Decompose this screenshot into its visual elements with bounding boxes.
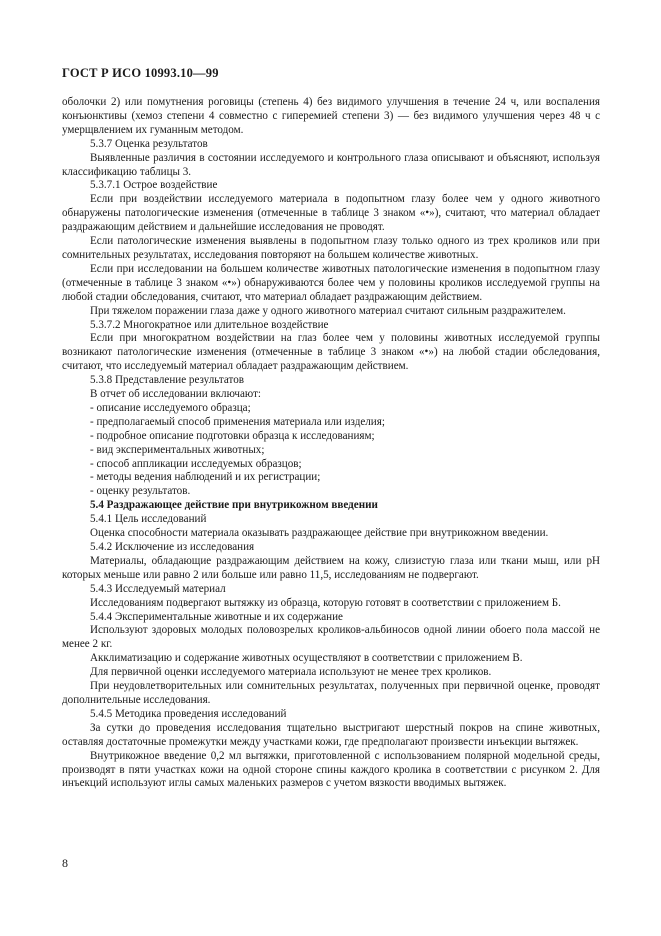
paragraph: Если при многократном воздействии на глаз более чем у половины животных исследуемой группы возникают патологические изменения (отмеченные в таблице 3 знаком «•») на любой стадии обследования, считают, что исследуемый материал обладает раздражающим действием.	[62, 332, 600, 373]
paragraph: При тяжелом поражении глаза даже у одного животного материал считают сильным раздражителем.	[90, 304, 566, 317]
paragraph: 5.4.1 Цель исследований	[90, 513, 207, 526]
document-body	[62, 96, 600, 791]
list-item: - методы ведения наблюдений и их регистрации;	[90, 471, 321, 484]
paragraph: 5.4.3 Исследуемый материал	[90, 582, 226, 595]
list-item: - способ аппликации исследуемых образцов;	[90, 457, 302, 470]
paragraph: 5.4.5 Методика проведения исследований	[90, 707, 287, 720]
paragraph: Оценка способности материала оказывать раздражающее действие при внутрикожном введении.	[90, 527, 549, 540]
paragraph: Если патологические изменения выявлены в подопытном глазу только одного из трех кроликов или при сомнительных результатах, исследования повторяют на большем количестве животных.	[62, 235, 600, 261]
paragraph: Исследованиям подвергают вытяжку из образца, которую готовят в соответствии с приложением Б.	[90, 596, 561, 609]
paragraph: 5.3.7 Оценка результатов	[90, 137, 208, 150]
list-item: - описание исследуемого образца;	[90, 401, 251, 414]
paragraph: Внутрикожное введение 0,2 мл вытяжки, приготовленной с использованием полярной модельной среды, производят в пяти участках кожи на одной стороне спины каждого кролика в соответствии с рисунком 2. Для инъекций используют иглы самых маленьких размеров с учетом вязкости вводимых вытяжек.	[62, 749, 600, 790]
paragraph: Выявленные различия в состоянии исследуемого и контрольного глаза описывают и объясняют, используя классификацию таблицы 3.	[62, 151, 600, 178]
paragraph: 5.4.4 Экспериментальные животные и их содержание	[90, 610, 343, 623]
paragraph: Акклиматизацию и содержание животных осуществляют в соответствии с приложением В.	[90, 652, 523, 665]
paragraph: 5.3.7.1 Острое воздействие	[90, 179, 218, 192]
paragraph: оболочки 2) или помутнения роговицы (степень 4) без видимого улучшения в течение 24 ч, или воспаления конъюнктивы (хемоз степени 4 совместно с гиперемией степени 3) — без видимого улучшения через 48 ч с умерщвлением их гуманным методом.	[62, 96, 600, 136]
page-number: 8	[62, 856, 68, 870]
paragraph: В отчет об исследовании включают:	[90, 388, 262, 401]
document-header: ГОСТ Р ИСО 10993.10—99	[62, 66, 219, 80]
paragraph: Если при исследовании на большем количестве животных патологические изменения в подопытном глазу (отмеченные в таблице 3 знаком «•») обнаруживаются более чем у половины кроликов исследуемой группы на любой стадии обследования, считают, что материал обладает раздражающим действием.	[62, 262, 600, 303]
list-item: - оценку результатов.	[90, 485, 191, 498]
paragraph: Используют здоровых молодых половозрелых кроликов-альбиносов одной линии обоего пола массой не менее 2 кг.	[62, 624, 600, 651]
paragraph: 5.3.7.2 Многократное или длительное воздействие	[90, 318, 329, 331]
paragraph: 5.4.2 Исключение из исследования	[90, 541, 255, 553]
paragraph: Для первичной оценки исследуемого материала используют не менее трех кроликов.	[90, 666, 492, 679]
list-item: - подробное описание подготовки образца к исследованиям;	[90, 429, 375, 442]
paragraph: Если при воздействии исследуемого материала в подопытном глазу более чем у одного животного обнаружены патологические изменения (отмеченные в таблице 3 знаком «•»), считают, что материал обладает раздражающим действием и дальнейшие исследования не проводят.	[62, 193, 600, 234]
list-item: - предполагаемый способ применения материала или изделия;	[90, 415, 385, 428]
section-heading: 5.4 Раздражающее действие при внутрикожном введении	[90, 499, 378, 512]
paragraph: При неудовлетворительных или сомнительных результатах, полученных при первичной оценке, проводят дополнительные исследования.	[62, 680, 600, 706]
paragraph: 5.3.8 Представление результатов	[90, 374, 244, 387]
list-item: - вид экспериментальных животных;	[90, 443, 265, 456]
paragraph: За сутки до проведения исследования тщательно выстригают шерстный покров на спине животных, оставляя достаточные промежутки между участками кожи, где предполагают произвести инъекции вытяжек.	[62, 721, 600, 748]
paragraph: Материалы, обладающие раздражающим действием на кожу, слизистую глаза или ткани мыш, или pH которых меньше или равно 2 или больше или равно 11,5, исследованиям не подвергают.	[62, 554, 600, 581]
